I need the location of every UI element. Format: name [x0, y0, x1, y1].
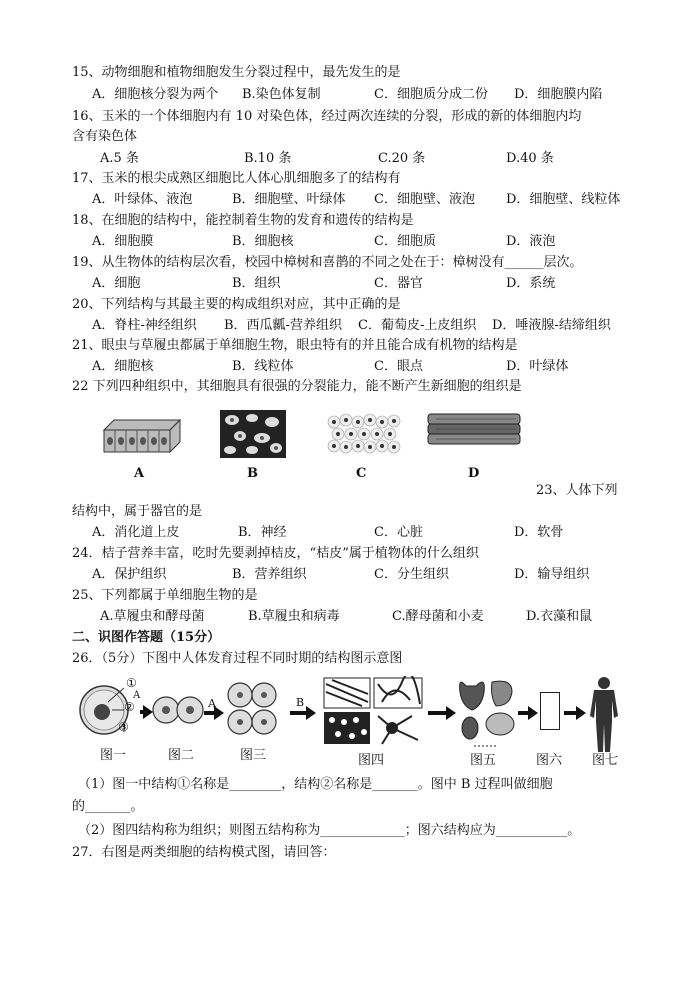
q21-option-c: C．眼点 [374, 359, 423, 374]
q18-option-d: D．液泡 [506, 234, 556, 249]
section-title: 二、识图作答题（15分） [72, 630, 221, 645]
tissue-image-c [326, 412, 406, 456]
q23-option-d: D．软骨 [514, 525, 564, 540]
q23-option-a: A．消化道上皮 [92, 525, 180, 540]
q21-option-d: D．叶绿体 [506, 359, 569, 374]
q23-option-b: B．神经 [238, 525, 287, 540]
q19-option-c: C．器官 [374, 276, 423, 291]
q20-option-d: D．唾液腺-结缔组织 [492, 318, 611, 333]
arrow-head-2 [214, 706, 224, 720]
marker-2: ② [124, 700, 135, 714]
q19-option-a: A．细胞 [92, 276, 141, 291]
q19-option-d: D．系统 [506, 276, 556, 291]
marker-3: ③ [118, 720, 129, 734]
fig-label-6: 图六 [536, 753, 563, 768]
q24-stem: 24．桔子营养丰富，吃时先要剥掉桔皮，“桔皮”属于植物体的什么组织 [72, 546, 479, 561]
fig-label-2: 图二 [168, 748, 195, 763]
q16-option-b: B.10 条 [244, 151, 292, 166]
fig-label-5: 图五 [470, 753, 497, 768]
tissue-label-d: D [468, 466, 480, 481]
q25-option-d: D.衣藻和鼠 [526, 609, 593, 624]
q20-stem: 20、下列结构与其最主要的构成组织对应，其中正确的是 [72, 297, 401, 312]
q25-option-b: B.草履虫和病毒 [248, 609, 340, 624]
q18-option-b: B．细胞核 [232, 234, 294, 249]
q22-stem: 22 下列四种组织中，其细胞具有很强的分裂能力，能不断产生新细胞的组织是 [72, 379, 522, 394]
tissue-image-b [218, 404, 290, 462]
q15-option-c: C．细胞质分成二份 [374, 87, 488, 102]
tissue-label-a: A [134, 466, 145, 481]
arrow-head-5 [528, 706, 538, 720]
q25-option-a: A.草履虫和酵母菌 [100, 609, 205, 624]
q26-stem: 26．（5分）下图中人体发育过程不同时期的结构图示意图 [72, 651, 403, 666]
q23-option-c: C．心脏 [374, 525, 423, 540]
q24-option-d: D．输导组织 [514, 567, 590, 582]
q24-option-b: B．营养组织 [232, 567, 307, 582]
q20-option-c: C．葡萄皮-上皮组织 [358, 318, 477, 333]
q15-option-b: B.染色体复制 [242, 87, 321, 102]
q26-sub1-line1: （1）图一中结构①名称是________，结构②名称是_______。图中 B 过程叫做细胞 [78, 777, 553, 792]
tissue-image-a [100, 410, 184, 456]
q26-sub2: （2）图四结构称为组织；则图五结构称为_____________；图六结构应为___________。 [78, 823, 581, 838]
q18-option-a: A．细胞膜 [92, 234, 154, 249]
q16-option-d: D.40 条 [506, 151, 554, 166]
q17-stem: 17、玉米的根尖成熟区细胞比人体心肌细胞多了的结构有 [72, 171, 401, 186]
q15-option-a: A．细胞核分裂为两个 [92, 87, 219, 102]
q19-option-b: B．组织 [232, 276, 281, 291]
q24-option-c: C．分生组织 [374, 567, 449, 582]
figure2-cells [152, 690, 204, 730]
q20-option-a: A．脊柱-神经组织 [92, 318, 197, 333]
q23-stem-head: 23、人体下列 [536, 483, 618, 498]
fig-label-1: 图一 [100, 748, 127, 763]
figure4-tissues [322, 676, 426, 748]
q23-stem: 结构中，属于器官的是 [72, 504, 203, 519]
q26-sub1-line2: 的_______。 [72, 799, 144, 814]
q20-option-b: B．西瓜瓤-营养组织 [224, 318, 342, 333]
q16-stem-line2: 含有染色体 [72, 129, 138, 144]
figure6-blank-box [540, 692, 560, 730]
arrow-label-b: B [296, 696, 305, 709]
q21-option-a: A．细胞核 [92, 359, 154, 374]
arrow-label-a-small: A [133, 690, 141, 701]
arrow-line-4 [428, 711, 448, 715]
arrow-head-4 [446, 706, 456, 720]
arrow-head-3 [306, 706, 316, 720]
fig-label-4: 图四 [358, 753, 385, 768]
tissue-image-d [426, 410, 522, 448]
q17-option-c: C．细胞壁、液泡 [374, 192, 475, 207]
marker-1: ① [126, 676, 137, 690]
q25-option-c: C.酵母菌和小麦 [392, 609, 484, 624]
q21-option-b: B．线粒体 [232, 359, 294, 374]
q24-option-a: A．保护组织 [92, 567, 167, 582]
q18-stem: 18、在细胞的结构中，能控制着生物的发育和遗传的结构是 [72, 213, 414, 228]
q25-stem: 25、下列都属于单细胞生物的是 [72, 588, 258, 603]
figure3-cells [226, 680, 278, 738]
q17-option-b: B．细胞壁、叶绿体 [232, 192, 346, 207]
q18-option-c: C．细胞质 [374, 234, 436, 249]
q16-stem-line1: 16、玉米的一个体细胞内有 10 对染色体，经过两次连续的分裂，形成的新的体细胞内均 [72, 109, 582, 124]
figure5-organs [456, 676, 518, 750]
arrow-label-a: A [208, 697, 216, 710]
fig-label-3: 图三 [240, 748, 267, 763]
q17-option-a: A．叶绿体、液泡 [92, 192, 193, 207]
q21-stem: 21、眼虫与草履虫都属于单细胞生物，眼虫特有的并且能合成有机物的结构是 [72, 338, 518, 353]
q17-option-d: D．细胞壁、线粒体 [506, 192, 621, 207]
q15-stem: 15、动物细胞和植物细胞发生分裂过程中，最先发生的是 [72, 65, 401, 80]
fig-label-7: 图七 [592, 753, 619, 768]
tissue-label-c: C [356, 466, 367, 481]
q16-option-a: A.5 条 [100, 151, 139, 166]
q16-option-c: C.20 条 [378, 151, 426, 166]
q27-stem: 27．右图是两类细胞的结构模式图，请回答： [72, 845, 336, 860]
figure7-human [584, 676, 624, 754]
q19-stem: 19、从生物体的结构层次看，校园中樟树和喜鹊的不同之处在于：樟树没有______层次。 [72, 255, 583, 270]
tissue-label-b: B [247, 466, 258, 481]
q15-option-d: D．细胞膜内陷 [514, 87, 603, 102]
